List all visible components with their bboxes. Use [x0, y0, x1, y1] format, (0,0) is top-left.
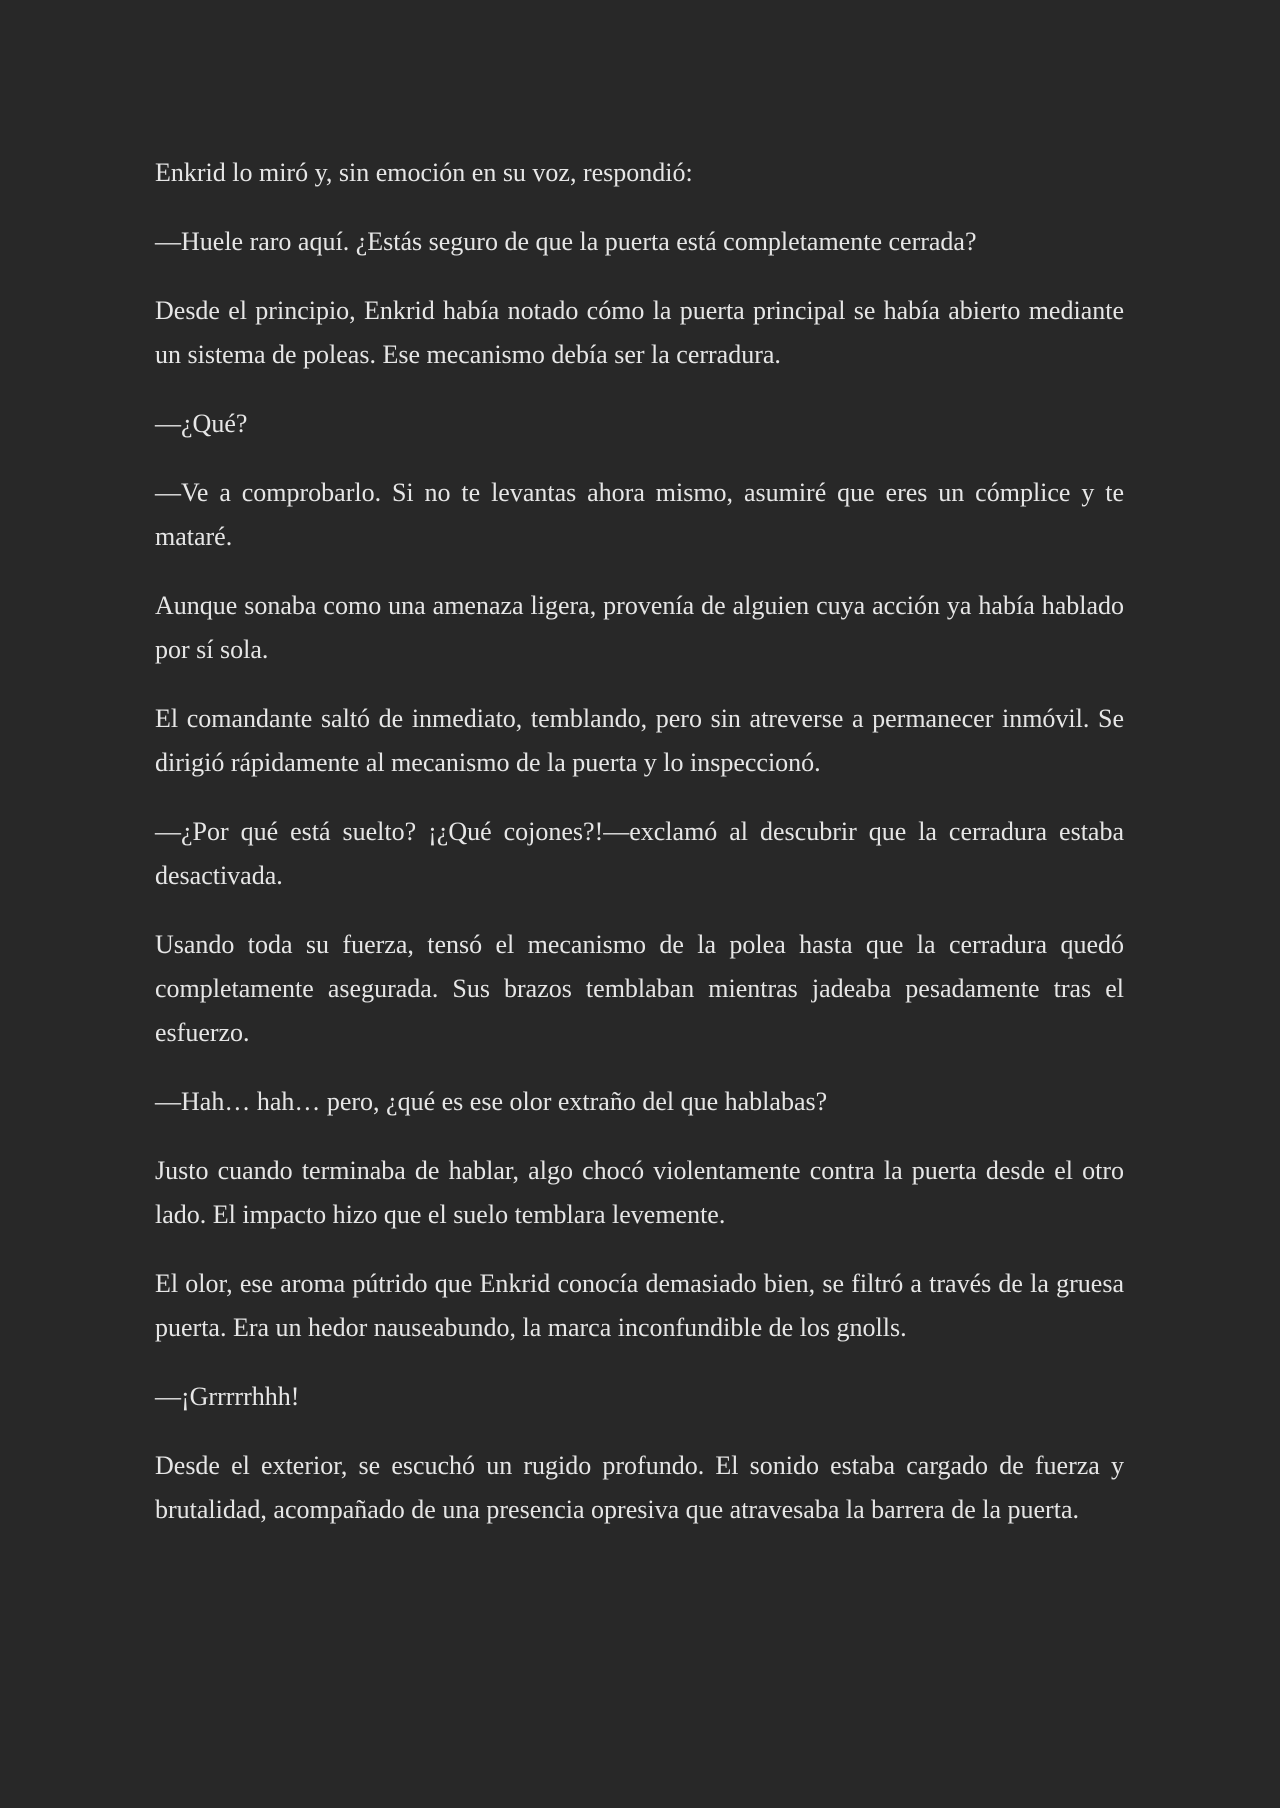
paragraph: Usando toda su fuerza, tensó el mecanismo de la polea hasta que la cerradura quedó completamente asegurada. Sus brazos temblaban mientras jadeaba pesadamente tras el esfuerzo.: [155, 930, 1124, 1047]
chapter-text: [155, 151, 1124, 1557]
paragraph: —¿Por qué está suelto? ¡¿Qué cojones?!—exclamó al descubrir que la cerradura estaba desactivada.: [155, 817, 1124, 890]
paragraph: —¡Grrrrrhhh!: [155, 1382, 300, 1411]
paragraph: Desde el principio, Enkrid había notado cómo la puerta principal se había abierto mediante un sistema de poleas. Ese mecanismo debía ser la cerradura.: [155, 296, 1124, 369]
paragraph: —¿Qué?: [155, 409, 248, 438]
paragraph: —Ve a comprobarlo. Si no te levantas ahora mismo, asumiré que eres un cómplice y te mataré.: [155, 478, 1124, 551]
paragraph: Desde el exterior, se escuchó un rugido profundo. El sonido estaba cargado de fuerza y brutalidad, acompañado de una presencia opresiva que atravesaba la barrera de la puerta.: [155, 1451, 1124, 1524]
paragraph: —Hah… hah… pero, ¿qué es ese olor extraño del que hablabas?: [155, 1087, 828, 1116]
paragraph: Enkrid lo miró y, sin emoción en su voz, respondió:: [155, 158, 693, 187]
paragraph: Aunque sonaba como una amenaza ligera, provenía de alguien cuya acción ya había hablado por sí sola.: [155, 591, 1124, 664]
paragraph: —Huele raro aquí. ¿Estás seguro de que la puerta está completamente cerrada?: [155, 227, 977, 256]
paragraph: El olor, ese aroma pútrido que Enkrid conocía demasiado bien, se filtró a través de la gruesa puerta. Era un hedor nauseabundo, la marca inconfundible de los gnolls.: [155, 1269, 1124, 1342]
paragraph: El comandante saltó de inmediato, temblando, pero sin atreverse a permanecer inmóvil. Se dirigió rápidamente al mecanismo de la puerta y lo inspeccionó.: [155, 704, 1124, 777]
paragraph: Justo cuando terminaba de hablar, algo chocó violentamente contra la puerta desde el otro lado. El impacto hizo que el suelo temblara levemente.: [155, 1156, 1124, 1229]
